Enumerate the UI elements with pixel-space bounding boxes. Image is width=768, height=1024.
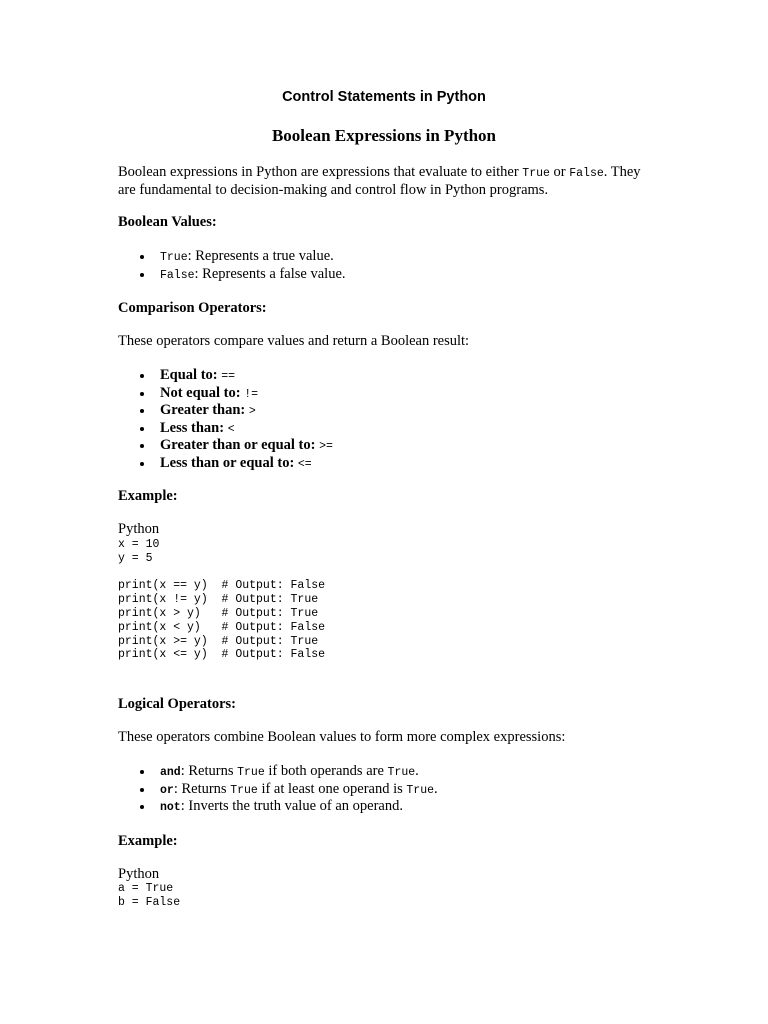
logical-op: not bbox=[160, 801, 181, 814]
list-item bbox=[118, 798, 438, 816]
logical-text-2: if at least one operand is bbox=[257, 780, 407, 797]
operator-symbol: <= bbox=[297, 457, 312, 471]
logical-text-2: if both operands are bbox=[264, 763, 388, 779]
operator-symbol: >= bbox=[319, 440, 333, 453]
list-item bbox=[118, 266, 346, 284]
code-block: x = 10 y = 5 print(x == y) # Output: False print(x != y) # Output: True print(x > y) # Output: True print(x < y) # Output: False print(x >= y) # Output: True print(x <= y) # Output: False bbox=[118, 538, 326, 662]
section-title: Boolean Expressions in Python bbox=[271, 126, 497, 145]
logical-op: and bbox=[160, 766, 181, 779]
operator-label: Greater than or equal to: bbox=[160, 437, 316, 453]
operator-symbol: > bbox=[248, 405, 256, 418]
bool-text: : Represents a false value. bbox=[194, 265, 346, 282]
code-language-label-2: Python bbox=[118, 866, 160, 882]
list-item bbox=[118, 248, 346, 266]
boolean-values-heading: Boolean Values: bbox=[118, 214, 217, 230]
comparison-description: These operators compare values and return a Boolean result: bbox=[118, 333, 470, 349]
logical-op: or bbox=[160, 783, 174, 797]
list-item bbox=[118, 420, 333, 438]
list-item bbox=[118, 437, 333, 455]
list-item bbox=[118, 367, 333, 385]
logical-list bbox=[118, 763, 438, 816]
operator-label: Less than or equal to: bbox=[160, 454, 295, 471]
logical-description: These operators combine Boolean values to form more complex expressions: bbox=[118, 729, 566, 745]
intro-code-true: True bbox=[522, 167, 550, 180]
operator-label: Less than: bbox=[160, 419, 225, 436]
operator-symbol: != bbox=[244, 387, 258, 401]
operator-symbol: < bbox=[227, 422, 235, 436]
intro-text-1: Boolean expressions in Python are expressions that evaluate to either bbox=[118, 164, 523, 180]
logical-text-3: . bbox=[415, 763, 419, 779]
intro-paragraph bbox=[118, 164, 658, 199]
operator-label: Not equal to: bbox=[160, 384, 241, 401]
comparison-heading: Comparison Operators: bbox=[118, 300, 267, 316]
bool-code: False bbox=[160, 268, 195, 282]
bool-text: : Represents a true value. bbox=[187, 248, 334, 264]
list-item bbox=[118, 763, 438, 781]
operator-label: Equal to: bbox=[160, 367, 218, 383]
intro-text-2: or bbox=[549, 164, 570, 180]
logical-text-3: . bbox=[434, 780, 438, 797]
logical-text-1: : Returns bbox=[180, 763, 238, 779]
comparison-list bbox=[118, 367, 333, 472]
list-item bbox=[118, 455, 333, 473]
logical-heading: Logical Operators: bbox=[118, 696, 236, 712]
intro-code-false: False bbox=[569, 167, 604, 180]
document-title: Control Statements in Python bbox=[282, 89, 486, 105]
example-heading-2: Example: bbox=[118, 833, 178, 849]
operator-symbol: == bbox=[221, 370, 236, 383]
logical-text-1: : Inverts the truth value of an operand. bbox=[180, 798, 403, 814]
boolean-values-list bbox=[118, 248, 346, 283]
logical-code-2: True bbox=[406, 783, 434, 797]
code-language-label: Python bbox=[118, 521, 160, 537]
logical-code-1: True bbox=[237, 766, 265, 779]
list-item bbox=[118, 385, 333, 403]
code-block-2: a = True b = False bbox=[118, 882, 181, 909]
operator-label: Greater than: bbox=[160, 402, 246, 418]
logical-code-2: True bbox=[387, 766, 416, 779]
intro-text-3: . They are fundamental to decision-making and control flow in Python programs. bbox=[118, 164, 641, 198]
bool-code: True bbox=[160, 251, 188, 264]
list-item bbox=[118, 402, 333, 420]
logical-code-1: True bbox=[230, 783, 258, 797]
list-item bbox=[118, 781, 438, 799]
example-heading: Example: bbox=[118, 488, 178, 504]
logical-text-1: : Returns bbox=[173, 780, 231, 797]
